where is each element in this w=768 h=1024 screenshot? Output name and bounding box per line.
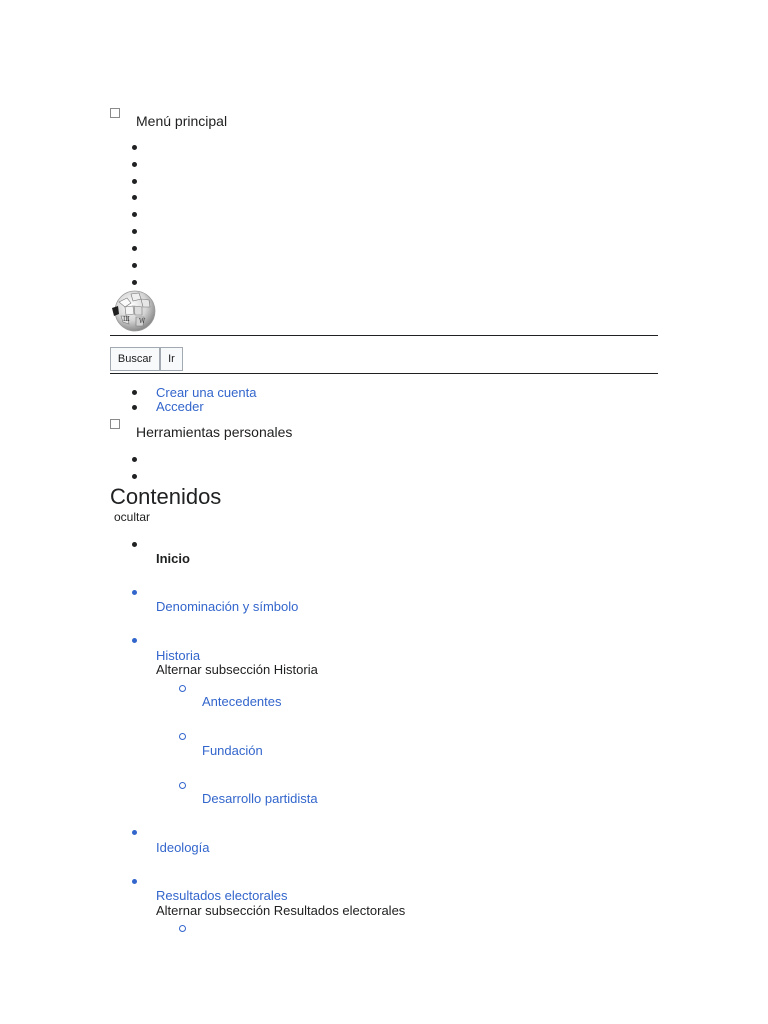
list-item [132,405,137,410]
list-item[interactable] [132,195,137,200]
svg-text:W: W [139,318,146,325]
search-button[interactable]: Buscar [110,347,160,371]
list-item [179,925,186,932]
svg-text:Ш: Ш [123,316,130,323]
main-menu-checkbox[interactable] [110,108,120,118]
toc-hide-button[interactable]: ocultar [114,510,151,524]
list-item[interactable] [132,162,137,167]
toc-item-historia[interactable]: Historia [156,648,201,663]
toc-toggle-resultados[interactable]: Alternar subsección Resultados electorales [156,903,406,918]
toc-toggle-historia[interactable]: Alternar subsección Historia [156,662,318,677]
wikipedia-globe-icon[interactable] [109,288,159,332]
toc-item-resultados[interactable]: Resultados electorales [156,888,288,903]
toc-title: Contenidos [110,484,222,509]
list-item [179,782,186,789]
list-item[interactable] [132,212,137,217]
main-menu-label[interactable]: Menú principal [136,113,228,129]
list-item [179,685,186,692]
list-item [132,590,137,595]
list-item[interactable] [132,246,137,251]
list-item[interactable] [132,229,137,234]
go-button[interactable]: Ir [160,347,183,371]
list-item [132,638,137,643]
list-item[interactable] [132,145,137,150]
list-item[interactable] [132,457,137,462]
toc-item-inicio[interactable]: Inicio [156,551,190,566]
login-link[interactable]: Acceder [156,399,204,414]
toc-subitem-fundacion[interactable]: Fundación [202,743,263,758]
toc-item-denominacion[interactable]: Denominación y símbolo [156,599,299,614]
personal-tools-checkbox[interactable] [110,419,120,429]
toc-item-ideologia[interactable]: Ideología [156,840,210,855]
list-item[interactable] [132,280,137,285]
search-bottom-rule [110,373,658,374]
personal-tools-label[interactable]: Herramientas personales [136,424,293,440]
toc-subitem-antecedentes[interactable]: Antecedentes [202,694,282,709]
create-account-link[interactable]: Crear una cuenta [156,385,257,400]
toc-subitem-desarrollo[interactable]: Desarrollo partidista [202,791,318,806]
list-item [132,542,137,547]
list-item[interactable] [132,179,137,184]
list-item [132,390,137,395]
list-item[interactable] [132,263,137,268]
list-item [132,830,137,835]
list-item [132,879,137,884]
search-top-rule [110,335,658,336]
list-item [179,733,186,740]
list-item[interactable] [132,474,137,479]
